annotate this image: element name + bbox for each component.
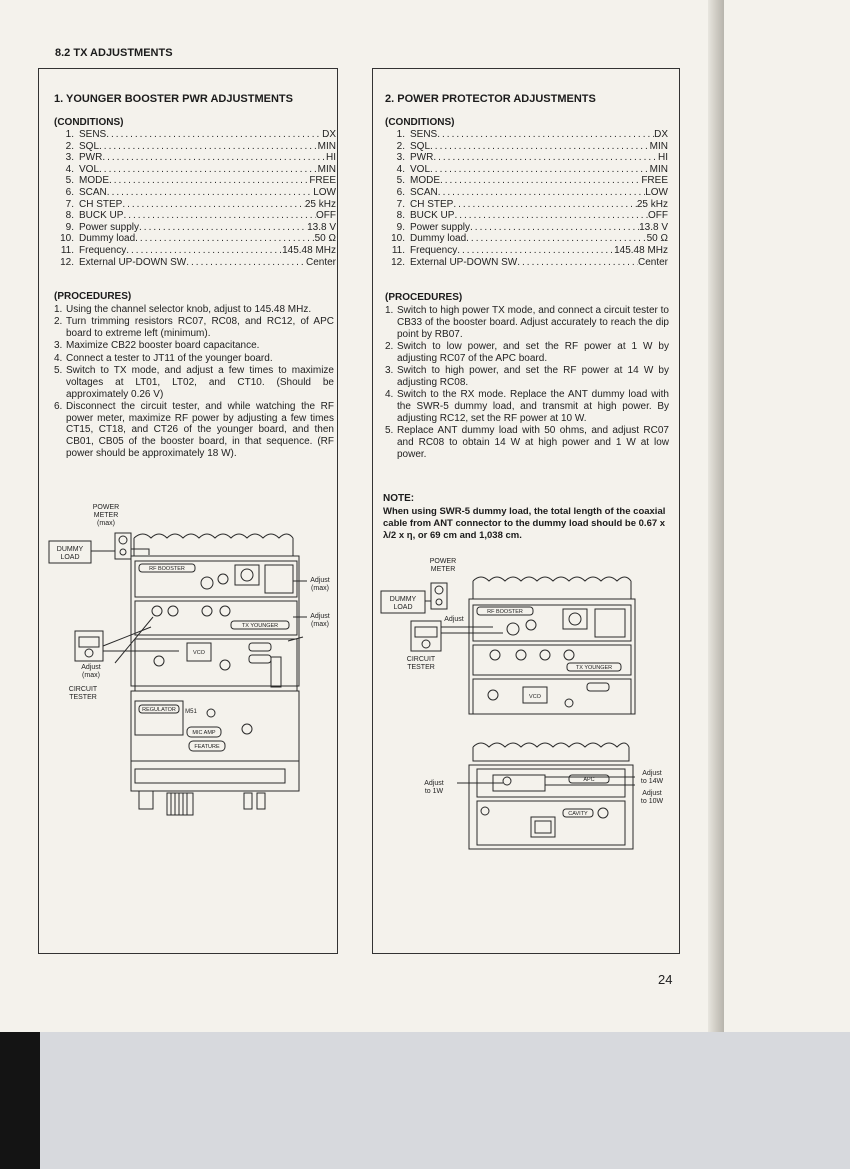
scan-background — [0, 1032, 850, 1169]
right-conditions-heading: (CONDITIONS) — [385, 117, 455, 128]
heatsink-fins — [134, 534, 293, 538]
section-heading: 8.2 TX ADJUSTMENTS — [55, 47, 173, 59]
condition-row: 7. CH STEP ..... 25 kHz — [385, 199, 668, 211]
svg-text:TESTER: TESTER — [69, 694, 97, 701]
svg-text:TESTER: TESTER — [407, 664, 435, 671]
condition-row: 9. Power supply ..... 13.8 V — [54, 222, 336, 234]
condition-row: 11. Frequency ..... 145.48 MHz — [54, 245, 336, 257]
condition-row: 10. Dummy load ..... 50 Ω — [54, 233, 336, 245]
note-text: When using SWR-5 dummy load, the total length of the coaxial cable from ANT connector to the dummy load should be 0.67 x λ/2 x η, or 69 cm and 1,038 cm. — [383, 506, 666, 541]
label-vco: VCO — [193, 650, 205, 656]
heatsink-fins — [473, 743, 629, 747]
label-rf-booster: RF BOOSTER — [487, 609, 523, 615]
label-regulator: REGULATOR — [142, 707, 176, 713]
procedure-step: 4. Connect a tester to JT11 of the younger board. — [54, 352, 273, 364]
left-procedures-heading: (PROCEDURES) — [54, 291, 132, 302]
label-apc: APC — [583, 777, 595, 783]
condition-row: 10. Dummy load ..... 50 Ω — [385, 233, 668, 245]
label-adjust-14w: Adjust — [642, 770, 662, 777]
svg-text:to 1W: to 1W — [424, 788, 444, 795]
condition-row: 1. SENS ..... DX — [54, 129, 336, 141]
label-power-meter: POWER — [92, 504, 120, 511]
right-procedures-list — [385, 305, 669, 461]
label-tx-younger: TX YOUNGER — [241, 623, 279, 629]
procedure-step: 5. Replace ANT dummy load with 50 ohms, and adjust RC07 and RC08 to obtain 14 W at high power and 1 W at low power. — [385, 424, 669, 460]
label-adjust-max-mid: Adjust — [310, 613, 330, 620]
svg-text:(max): (max) — [311, 621, 329, 628]
label-tx-younger: TX YOUNGER — [575, 665, 613, 671]
condition-row: 8. BUCK UP ..... OFF — [385, 210, 668, 222]
label-adjust-max-left: Adjust — [81, 664, 101, 671]
condition-row: 6. SCAN ..... LOW — [385, 187, 668, 199]
condition-row: 8. BUCK UP ..... OFF — [54, 210, 336, 222]
condition-row: 5. MODE ..... FREE — [54, 175, 336, 187]
procedure-step: 4. Switch to the RX mode. Replace the ANT dummy load with the SWR-5 dummy load, and transmit at high power. By adjusting RC12, set the RF power at 10 W. — [385, 389, 669, 424]
label-cavity: CAVITY — [568, 811, 588, 817]
label-adjust-1w: Adjust — [424, 780, 444, 787]
svg-text:METER: METER — [93, 512, 119, 519]
condition-row: 4. VOL ..... MIN — [54, 164, 336, 176]
svg-text:(max): (max) — [97, 520, 115, 527]
svg-text:LOAD: LOAD — [60, 554, 80, 561]
procedure-step: 1. Using the channel selector knob, adjust to 145.48 MHz. — [54, 304, 312, 315]
svg-text:LOAD: LOAD — [393, 604, 413, 611]
right-adjustment-diagram-bottom — [373, 733, 679, 851]
condition-row: 11. Frequency ..... 145.48 MHz — [385, 245, 668, 257]
label-circuit-tester: CIRCUIT — [68, 686, 98, 693]
right-conditions-list — [385, 129, 668, 268]
condition-row: 1. SENS ..... DX — [385, 129, 668, 141]
procedure-step: 6. Disconnect the circuit tester, and while watching the RF power meter, maximize RF power by adjusting a few times CT15, CT18, and CT26 of the younger board, and then CB01, CB05 of the booster board, in that sequence. (RF power should be approximately 18 W). — [54, 400, 334, 460]
condition-row: 6. SCAN ..... LOW — [54, 187, 336, 199]
svg-text:(max): (max) — [82, 672, 100, 679]
condition-row: 2. SQL ..... MIN — [54, 141, 336, 153]
condition-row: 7. CH STEP ..... 25 kHz — [54, 199, 336, 211]
label-feature: FEATURE — [194, 744, 220, 750]
page-edge-shadow — [708, 0, 724, 1032]
label-power-meter: POWER — [429, 558, 457, 565]
label-adjust: Adjust — [444, 616, 464, 623]
label-circuit-tester: CIRCUIT — [406, 656, 436, 663]
svg-text:(max): (max) — [311, 585, 329, 592]
left-conditions-list — [54, 129, 336, 268]
left-procedures-list — [54, 304, 334, 460]
condition-row: 3. PWR ..... HI — [385, 152, 668, 164]
condition-row: 12. External UP-DOWN SW ..... Center — [385, 257, 668, 269]
lower-board — [473, 679, 631, 714]
procedure-step: 5. Switch to TX mode, and adjust a few times to maximize voltages at LT01, LT02, and CT10. (Should be approximately 0.26 V) — [54, 364, 334, 400]
note-heading: NOTE: — [383, 493, 415, 504]
procedure-step: 3. Switch to high power, and set the RF power at 14 W by adjusting RC08. — [385, 364, 669, 388]
label-adjust-10w: Adjust — [642, 790, 662, 797]
left-panel-title: 1. YOUNGER BOOSTER PWR ADJUSTMENTS — [54, 93, 293, 105]
left-conditions-heading: (CONDITIONS) — [54, 117, 124, 128]
radio-chassis — [469, 765, 633, 849]
procedure-step: 3. Maximize CB22 booster board capacitance. — [54, 340, 260, 352]
label-mic-amp: MIC AMP — [192, 730, 216, 736]
right-panel — [372, 68, 680, 954]
condition-row: 12. External UP-DOWN SW ..... Center — [54, 257, 336, 269]
procedure-step: 2. Switch to low power, and set the RF power at 1 W by adjusting RC07 of the APC board. — [385, 340, 669, 364]
label-m51: M51 — [185, 709, 197, 715]
label-vco: VCO — [529, 694, 541, 700]
right-adjustment-diagram-top — [373, 555, 679, 717]
procedure-step: 1. Switch to high power TX mode, and connect a circuit tester to CB33 of the booster board. Adjust accurately to reach the dip point by RB07. — [385, 305, 669, 340]
condition-row: 3. PWR ..... HI — [54, 152, 336, 164]
label-adjust-max-top: Adjust — [310, 577, 330, 584]
svg-text:METER: METER — [430, 566, 456, 573]
left-adjustment-diagram — [39, 501, 337, 873]
label-dummy-load: DUMMY — [56, 546, 84, 553]
condition-row: 4. VOL ..... MIN — [385, 164, 668, 176]
left-panel — [38, 68, 338, 954]
svg-text:to 14W: to 14W — [640, 778, 664, 785]
condition-row: 5. MODE ..... FREE — [385, 175, 668, 187]
connector-jack — [139, 791, 153, 809]
svg-text:to 10W: to 10W — [640, 798, 664, 805]
label-dummy-load: DUMMY — [389, 596, 417, 603]
lower-board — [135, 639, 297, 691]
heatsink-fins — [473, 577, 631, 581]
scan-dark-border — [0, 1032, 40, 1169]
condition-row: 9. Power supply ..... 13.8 V — [385, 222, 668, 234]
radio-chassis — [469, 599, 635, 714]
condition-row: 2. SQL ..... MIN — [385, 141, 668, 153]
right-panel-title: 2. POWER PROTECTOR ADJUSTMENTS — [385, 93, 596, 105]
right-procedures-heading: (PROCEDURES) — [385, 292, 463, 303]
label-rf-booster: RF BOOSTER — [149, 566, 185, 572]
procedure-step: 2. Turn trimming resistors RC07, RC08, and RC12, of APC board to extreme left (minimum). — [54, 316, 334, 340]
page-number: 24 — [658, 972, 673, 987]
